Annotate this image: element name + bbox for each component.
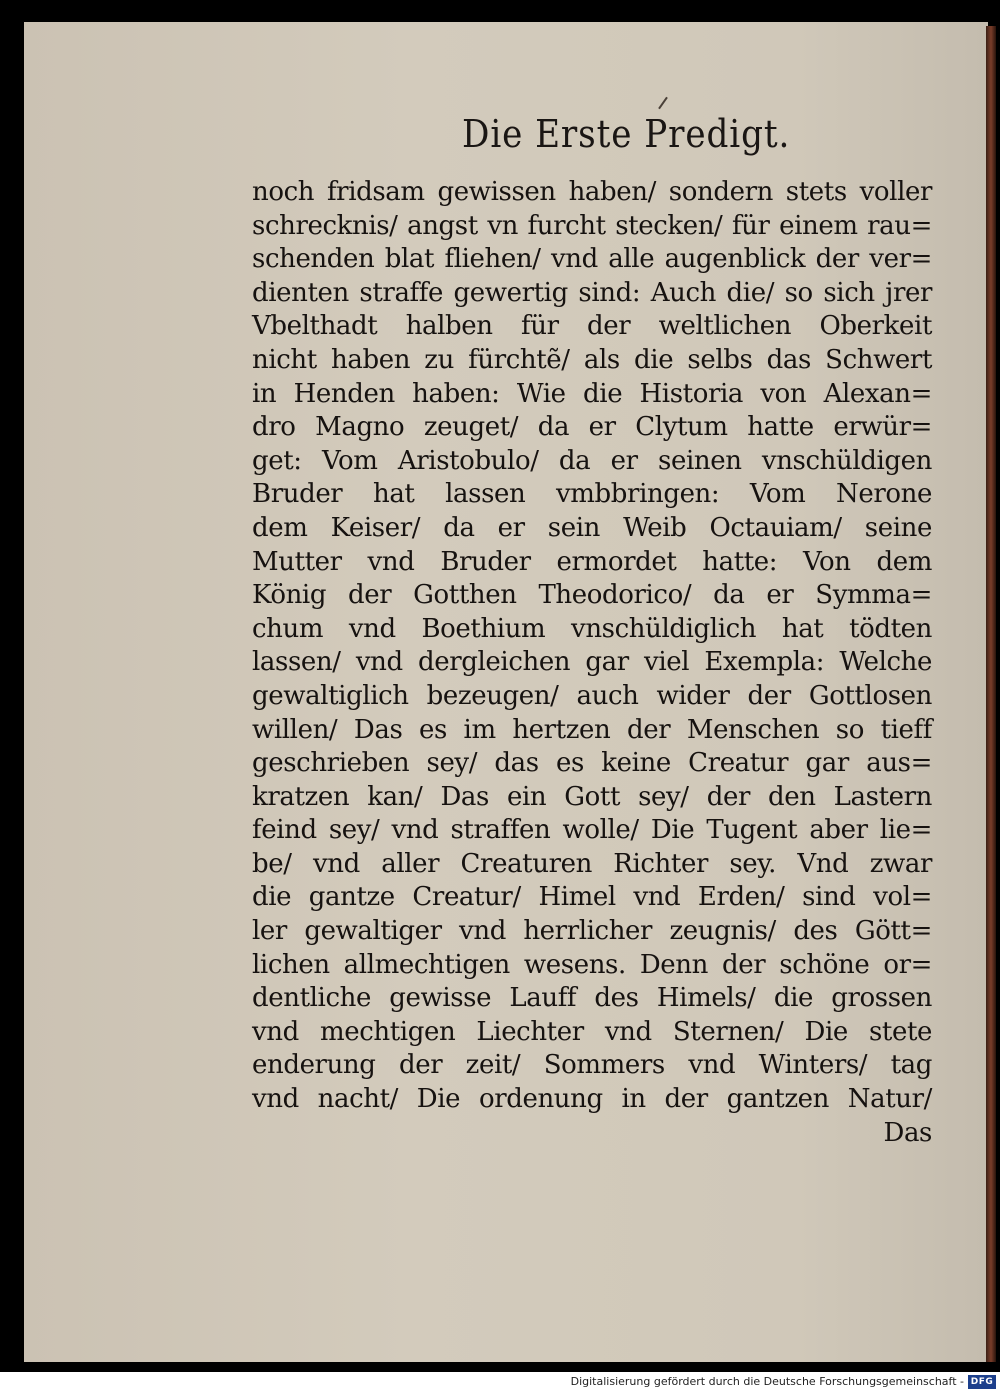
text-line: Vbelthadt halben für der weltlichen Oberkeit <box>252 311 932 342</box>
footer-bar <box>0 1372 1000 1392</box>
text-line: die gantze Creatur/ Himel vnd Erden/ sind vol= <box>252 882 932 913</box>
text-line: dienten straffe gewertig sind: Auch die/ so sich jrer <box>252 277 932 308</box>
text-line: gewaltiglich bezeugen/ auch wider der Gottlosen <box>252 680 932 711</box>
text-line: vnd nacht/ Die ordenung in der gantzen Natur/ <box>252 1084 932 1115</box>
text-line: lassen/ vnd dergleichen gar viel Exempla: Welche <box>252 647 932 678</box>
book-edge <box>986 26 996 1362</box>
text-line: schenden blat fliehen/ vnd alle augenblick der ver= <box>252 244 932 275</box>
text-line: be/ vnd aller Creaturen Richter sey. Vnd zwar <box>252 848 932 879</box>
catchword: Das <box>883 1117 932 1148</box>
text-line: König der Gotthen Theodorico/ da er Symma= <box>252 580 932 611</box>
text-line: Mutter vnd Bruder ermordet hatte: Von dem <box>252 546 932 577</box>
text-line: geschrieben sey/ das es keine Creatur gar aus= <box>252 748 932 779</box>
text-line: lichen allmechtigen wesens. Denn der schöne or= <box>252 949 932 980</box>
text-line: enderung der zeit/ Sommers vnd Winters/ tag <box>252 1050 932 1081</box>
dfg-logo: DFG <box>968 1375 996 1389</box>
text-line: in Henden haben: Wie die Historia von Alexan= <box>252 378 932 409</box>
text-line: Bruder hat lassen vmbbringen: Vom Nerone <box>252 479 932 510</box>
text-line: chum vnd Boethium vnschüldiglich hat tödten <box>252 613 932 644</box>
text-line: nicht haben zu fürchtẽ/ als die selbs das Schwert <box>252 344 932 375</box>
text-line: willen/ Das es im hertzen der Menschen so tieff <box>252 714 932 745</box>
text-line: get: Vom Aristobulo/ da er seinen vnschüldigen <box>252 445 932 476</box>
digitization-credit: Digitalisierung gefördert durch die Deutsche Forschungsgemeinschaft - <box>570 1375 964 1388</box>
text-line: dro Magno zeuget/ da er Clytum hatte erwür= <box>252 412 932 443</box>
text-line: noch fridsam gewissen haben/ sondern stets voller <box>252 177 932 207</box>
text-line: dentliche gewisse Lauff des Himels/ die grossen <box>252 983 932 1014</box>
text-line: kratzen kan/ Das ein Gott sey/ der den Lastern <box>252 781 932 812</box>
text-line: schrecknis/ angst vn furcht stecken/ für einem rau= <box>252 210 932 241</box>
text-line: vnd mechtigen Liechter vnd Sternen/ Die stete <box>252 1016 932 1047</box>
text-line: dem Keiser/ da er sein Weib Octauiam/ seine <box>252 512 932 543</box>
text-line: ler gewaltiger vnd herrlicher zeugnis/ des Gött= <box>252 916 932 947</box>
body-text <box>252 176 932 1150</box>
running-title: Die Erste Predigt. <box>462 112 791 156</box>
text-line: feind sey/ vnd straffen wolle/ Die Tugent aber lie= <box>252 815 932 846</box>
